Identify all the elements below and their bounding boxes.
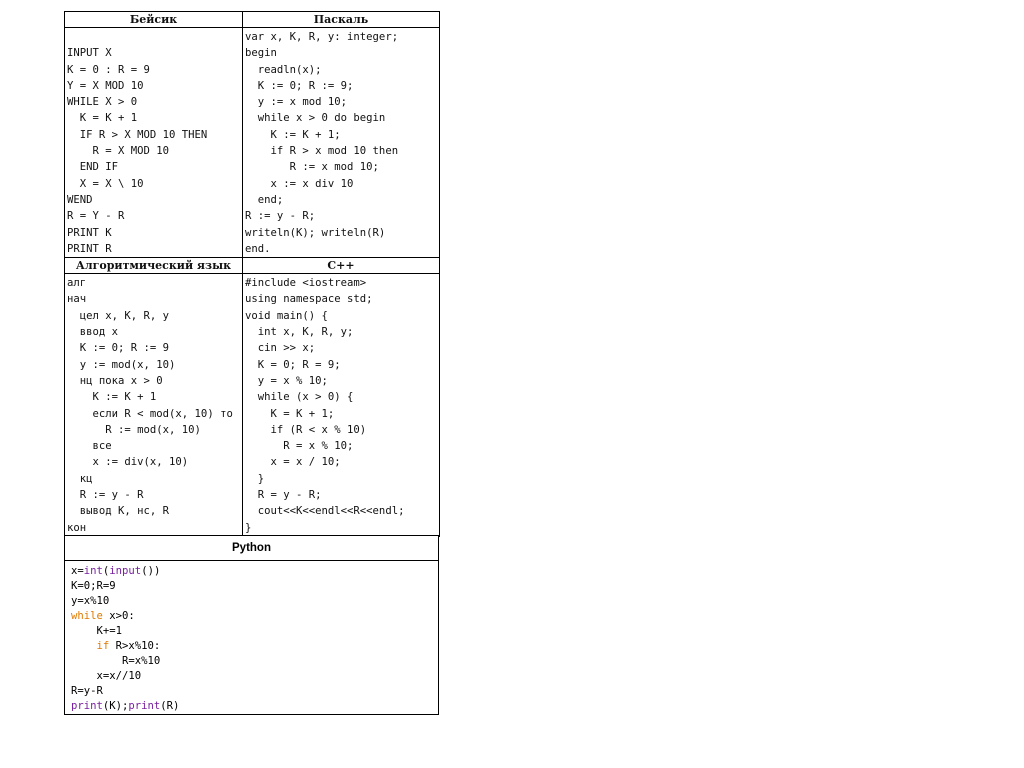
code-line: R := y - R [67,489,144,502]
code-line: R = X MOD 10 [67,145,170,158]
python-token: print [71,700,103,712]
python-token: x=x//10 [71,670,142,682]
code-line: K := K + 1 [67,391,157,404]
code-line: } [245,472,265,485]
code-line: если R < mod(x, 10) то [67,407,233,420]
python-line [71,669,438,684]
python-line [71,654,438,669]
code-line: Y = X MOD 10 [67,79,144,92]
code-line: var x, K, R, y: integer; [245,31,399,43]
algo-header: Алгоритмический язык [65,258,243,274]
code-line: while (x > 0) { [245,391,354,404]
python-token [71,640,97,652]
code-line: INPUT X [67,47,112,60]
python-line [71,594,438,609]
code-line: все [67,440,112,453]
algo-code [65,274,242,536]
code-line: #include <iostream> [245,277,367,290]
code-line: K = 0; R = 9; [245,358,341,371]
header-row-1 [65,12,440,28]
code-line: PRINT R [67,242,112,255]
cpp-header: C++ [243,258,440,274]
python-line [71,579,438,594]
code-line: K = 0 : R = 9 [67,63,150,76]
python-code [65,561,438,714]
code-line: X = X \ 10 [67,177,144,190]
python-header: Python [65,536,438,561]
code-line: WEND [67,193,93,206]
code-line: K := K + 1; [245,128,341,141]
python-token: K=0;R=9 [71,580,116,592]
python-token: (R) [160,700,180,712]
python-token: ( [102,565,110,577]
code-line: вывод K, нс, R [67,505,170,518]
code-line: IF R > X MOD 10 THEN [67,128,208,141]
code-line: нач [67,293,87,306]
code-line: end; [245,193,284,206]
code-line: кон [67,521,87,534]
python-line [71,609,438,624]
code-line: x := div(x, 10) [67,456,189,469]
code-line: R = y - R; [245,489,322,502]
code-line: y := mod(x, 10) [67,358,176,371]
code-line: if R > x mod 10 then [245,145,399,158]
python-token: print [128,700,161,712]
python-token: y=x%10 [71,595,110,607]
code-line: begin [245,47,277,60]
code-line: PRINT K [67,226,112,239]
code-row-2 [65,274,440,537]
code-line: R := mod(x, 10) [67,423,201,436]
python-token: R=x%10 [71,655,161,667]
code-line: if (R < x % 10) [245,423,367,436]
python-line [71,624,438,639]
header-row-2 [65,258,440,274]
python-token: if [96,640,110,652]
code-line: цел x, K, R, y [67,309,170,322]
python-token: (K); [102,700,129,712]
python-token: x>0: [102,610,135,622]
code-line: кц [67,472,93,485]
code-line: K := 0; R := 9 [67,342,170,355]
python-token: R=y-R [71,685,103,697]
python-token: int [83,565,103,577]
code-line: END IF [67,161,119,174]
basic-header: Бейсик [65,12,243,28]
code-line: x = x / 10; [245,456,341,469]
code-line: алг [67,277,87,290]
code-comparison-table [64,11,440,537]
python-line [71,699,438,714]
python-token: input [109,565,142,577]
code-line: y = x % 10; [245,374,328,387]
python-line [71,564,438,579]
code-line: int x, K, R, y; [245,326,354,339]
python-line [71,684,438,699]
code-line [67,29,240,45]
code-line: writeln(K); writeln(R) [245,226,386,239]
code-line: K = K + 1 [67,112,138,125]
code-line: using namespace std; [245,293,373,306]
code-line: end. [245,242,271,255]
code-line: while x > 0 do begin [245,112,386,125]
code-line: R := x mod 10; [245,161,379,174]
code-line: void main() { [245,309,328,322]
code-line: y := x mod 10; [245,96,348,109]
code-line: K := 0; R := 9; [245,79,354,92]
python-line [71,639,438,654]
code-line: x := x div 10 [245,177,354,190]
code-line: cout<<K<<endl<<R<<endl; [245,505,405,518]
python-token: ()) [141,565,161,577]
basic-code [65,28,242,257]
code-line: cin >> x; [245,342,316,355]
pascal-header: Паскаль [243,12,440,28]
code-line: R = Y - R [67,210,125,223]
cpp-code [243,274,439,536]
code-line: нц пока x > 0 [67,374,163,387]
pascal-code [243,28,439,257]
code-row-1 [65,28,440,258]
python-token: K+=1 [71,625,123,637]
code-line: K = K + 1; [245,407,335,420]
python-token: R>x%10: [109,640,161,652]
code-line: R := y - R; [245,210,316,223]
code-line: } [245,521,252,534]
code-line: WHILE X > 0 [67,96,138,109]
python-token: x= [71,565,84,577]
python-block [64,535,439,715]
code-line: R = x % 10; [245,440,354,453]
python-token: while [71,610,103,622]
code-line: ввод x [67,326,119,339]
code-line: readln(x); [245,63,322,76]
